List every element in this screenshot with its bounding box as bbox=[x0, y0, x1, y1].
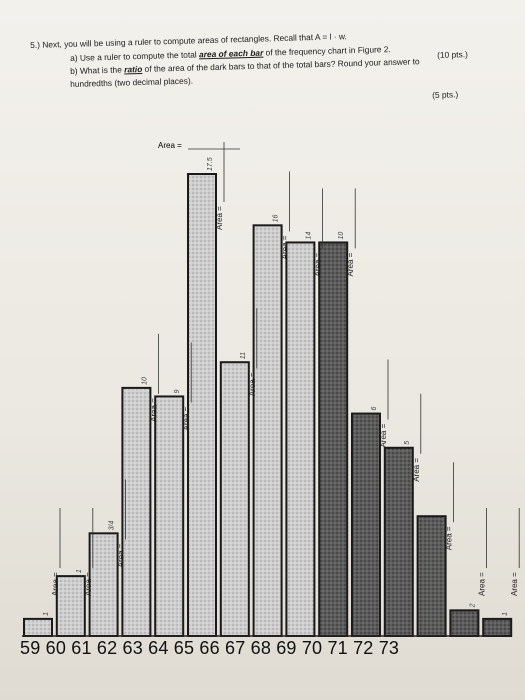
svg-text:Area =: Area = bbox=[313, 252, 323, 277]
area-label-59 bbox=[51, 508, 60, 596]
area-label-72 bbox=[477, 508, 486, 596]
bar-66 bbox=[254, 225, 282, 636]
bar-65 bbox=[221, 362, 249, 636]
svg-text:Area =: Area = bbox=[444, 526, 454, 551]
svg-text:Area =: Area = bbox=[182, 406, 192, 431]
handwritten-note-60: 1 bbox=[75, 569, 83, 574]
bar-68 bbox=[319, 242, 347, 636]
handwritten-note-59: 1 bbox=[43, 611, 50, 616]
bar-61 bbox=[90, 533, 118, 636]
part-a-emphasis: area of each bar bbox=[198, 47, 264, 60]
bar-72 bbox=[450, 610, 478, 636]
svg-text:Area =: Area = bbox=[411, 457, 421, 482]
handwritten-note-64: 17.5 bbox=[207, 157, 214, 171]
handwritten-note-73: 1 bbox=[502, 611, 510, 616]
area-label-73 bbox=[510, 508, 519, 596]
part-b-emphasis: ratio bbox=[123, 63, 143, 75]
part-b-line2: hundredths (two decimal places). bbox=[70, 75, 194, 89]
handwritten-note-63: 9 bbox=[174, 389, 182, 394]
handwritten-note-69: 6 bbox=[371, 406, 378, 411]
part-a-tail: of the frequency chart in Figure 2. bbox=[263, 44, 391, 58]
area-label-top bbox=[158, 141, 240, 150]
handwritten-note-61: 3/4 bbox=[108, 520, 116, 531]
svg-text:Area =: Area = bbox=[158, 141, 182, 150]
bar-69 bbox=[352, 414, 380, 636]
area-label-66 bbox=[281, 171, 290, 259]
bar-59 bbox=[24, 619, 52, 636]
svg-text:Area =: Area = bbox=[379, 423, 388, 448]
area-label-70 bbox=[412, 394, 421, 482]
bar-71 bbox=[418, 516, 446, 636]
svg-text:Area =: Area = bbox=[280, 235, 290, 260]
part-a-points: (10 pts.) bbox=[437, 49, 469, 60]
svg-text:Area =: Area = bbox=[346, 252, 356, 277]
handwritten-note-68: 10 bbox=[338, 231, 346, 240]
svg-text:Area =: Area = bbox=[510, 572, 520, 596]
area-label-69 bbox=[379, 360, 388, 448]
question-intro-text: Next, you will be using a ruler to compute areas of rectangles. Recall that A = l · w. bbox=[42, 31, 347, 50]
part-b-tail: of the area of the dark bars to that of the total bars? Round your answer to bbox=[142, 56, 420, 74]
x-axis-labels: 59 60 61 62 63 64 65 66 67 68 69 70 71 72 73 bbox=[20, 638, 400, 658]
svg-text:Area =: Area = bbox=[215, 206, 224, 230]
svg-text:Area =: Area = bbox=[149, 398, 159, 422]
part-b-text: b) What is the bbox=[70, 64, 125, 76]
handwritten-note-65: 11 bbox=[239, 351, 247, 360]
part-a-text: a) Use a ruler to compute the total bbox=[70, 49, 200, 63]
handwritten-note-67: 14 bbox=[305, 231, 313, 240]
bar-62 bbox=[122, 388, 150, 636]
part-b-points: (5 pts.) bbox=[432, 89, 459, 100]
handwritten-note-66: 16 bbox=[272, 214, 280, 223]
svg-text:Area =: Area = bbox=[247, 372, 257, 397]
bar-64 bbox=[188, 174, 216, 636]
bar-70 bbox=[385, 448, 413, 636]
svg-text:Area =: Area = bbox=[51, 572, 60, 596]
svg-text:Area =: Area = bbox=[83, 572, 93, 596]
bar-67 bbox=[286, 242, 314, 636]
handwritten-note-70: 5 bbox=[403, 440, 411, 445]
svg-text:Area =: Area = bbox=[477, 572, 487, 596]
bar-60 bbox=[57, 576, 85, 636]
area-label-62 bbox=[149, 334, 158, 422]
handwritten-note-62: 10 bbox=[141, 377, 149, 385]
handwritten-note-72: 2 bbox=[469, 603, 477, 608]
bar-73 bbox=[483, 619, 511, 636]
area-label-68 bbox=[346, 188, 355, 276]
area-label-71 bbox=[445, 462, 454, 550]
bar-63 bbox=[155, 396, 183, 636]
question-number: 5.) bbox=[30, 39, 41, 50]
area-label-67 bbox=[313, 188, 322, 276]
svg-text:Area =: Area = bbox=[116, 543, 126, 568]
